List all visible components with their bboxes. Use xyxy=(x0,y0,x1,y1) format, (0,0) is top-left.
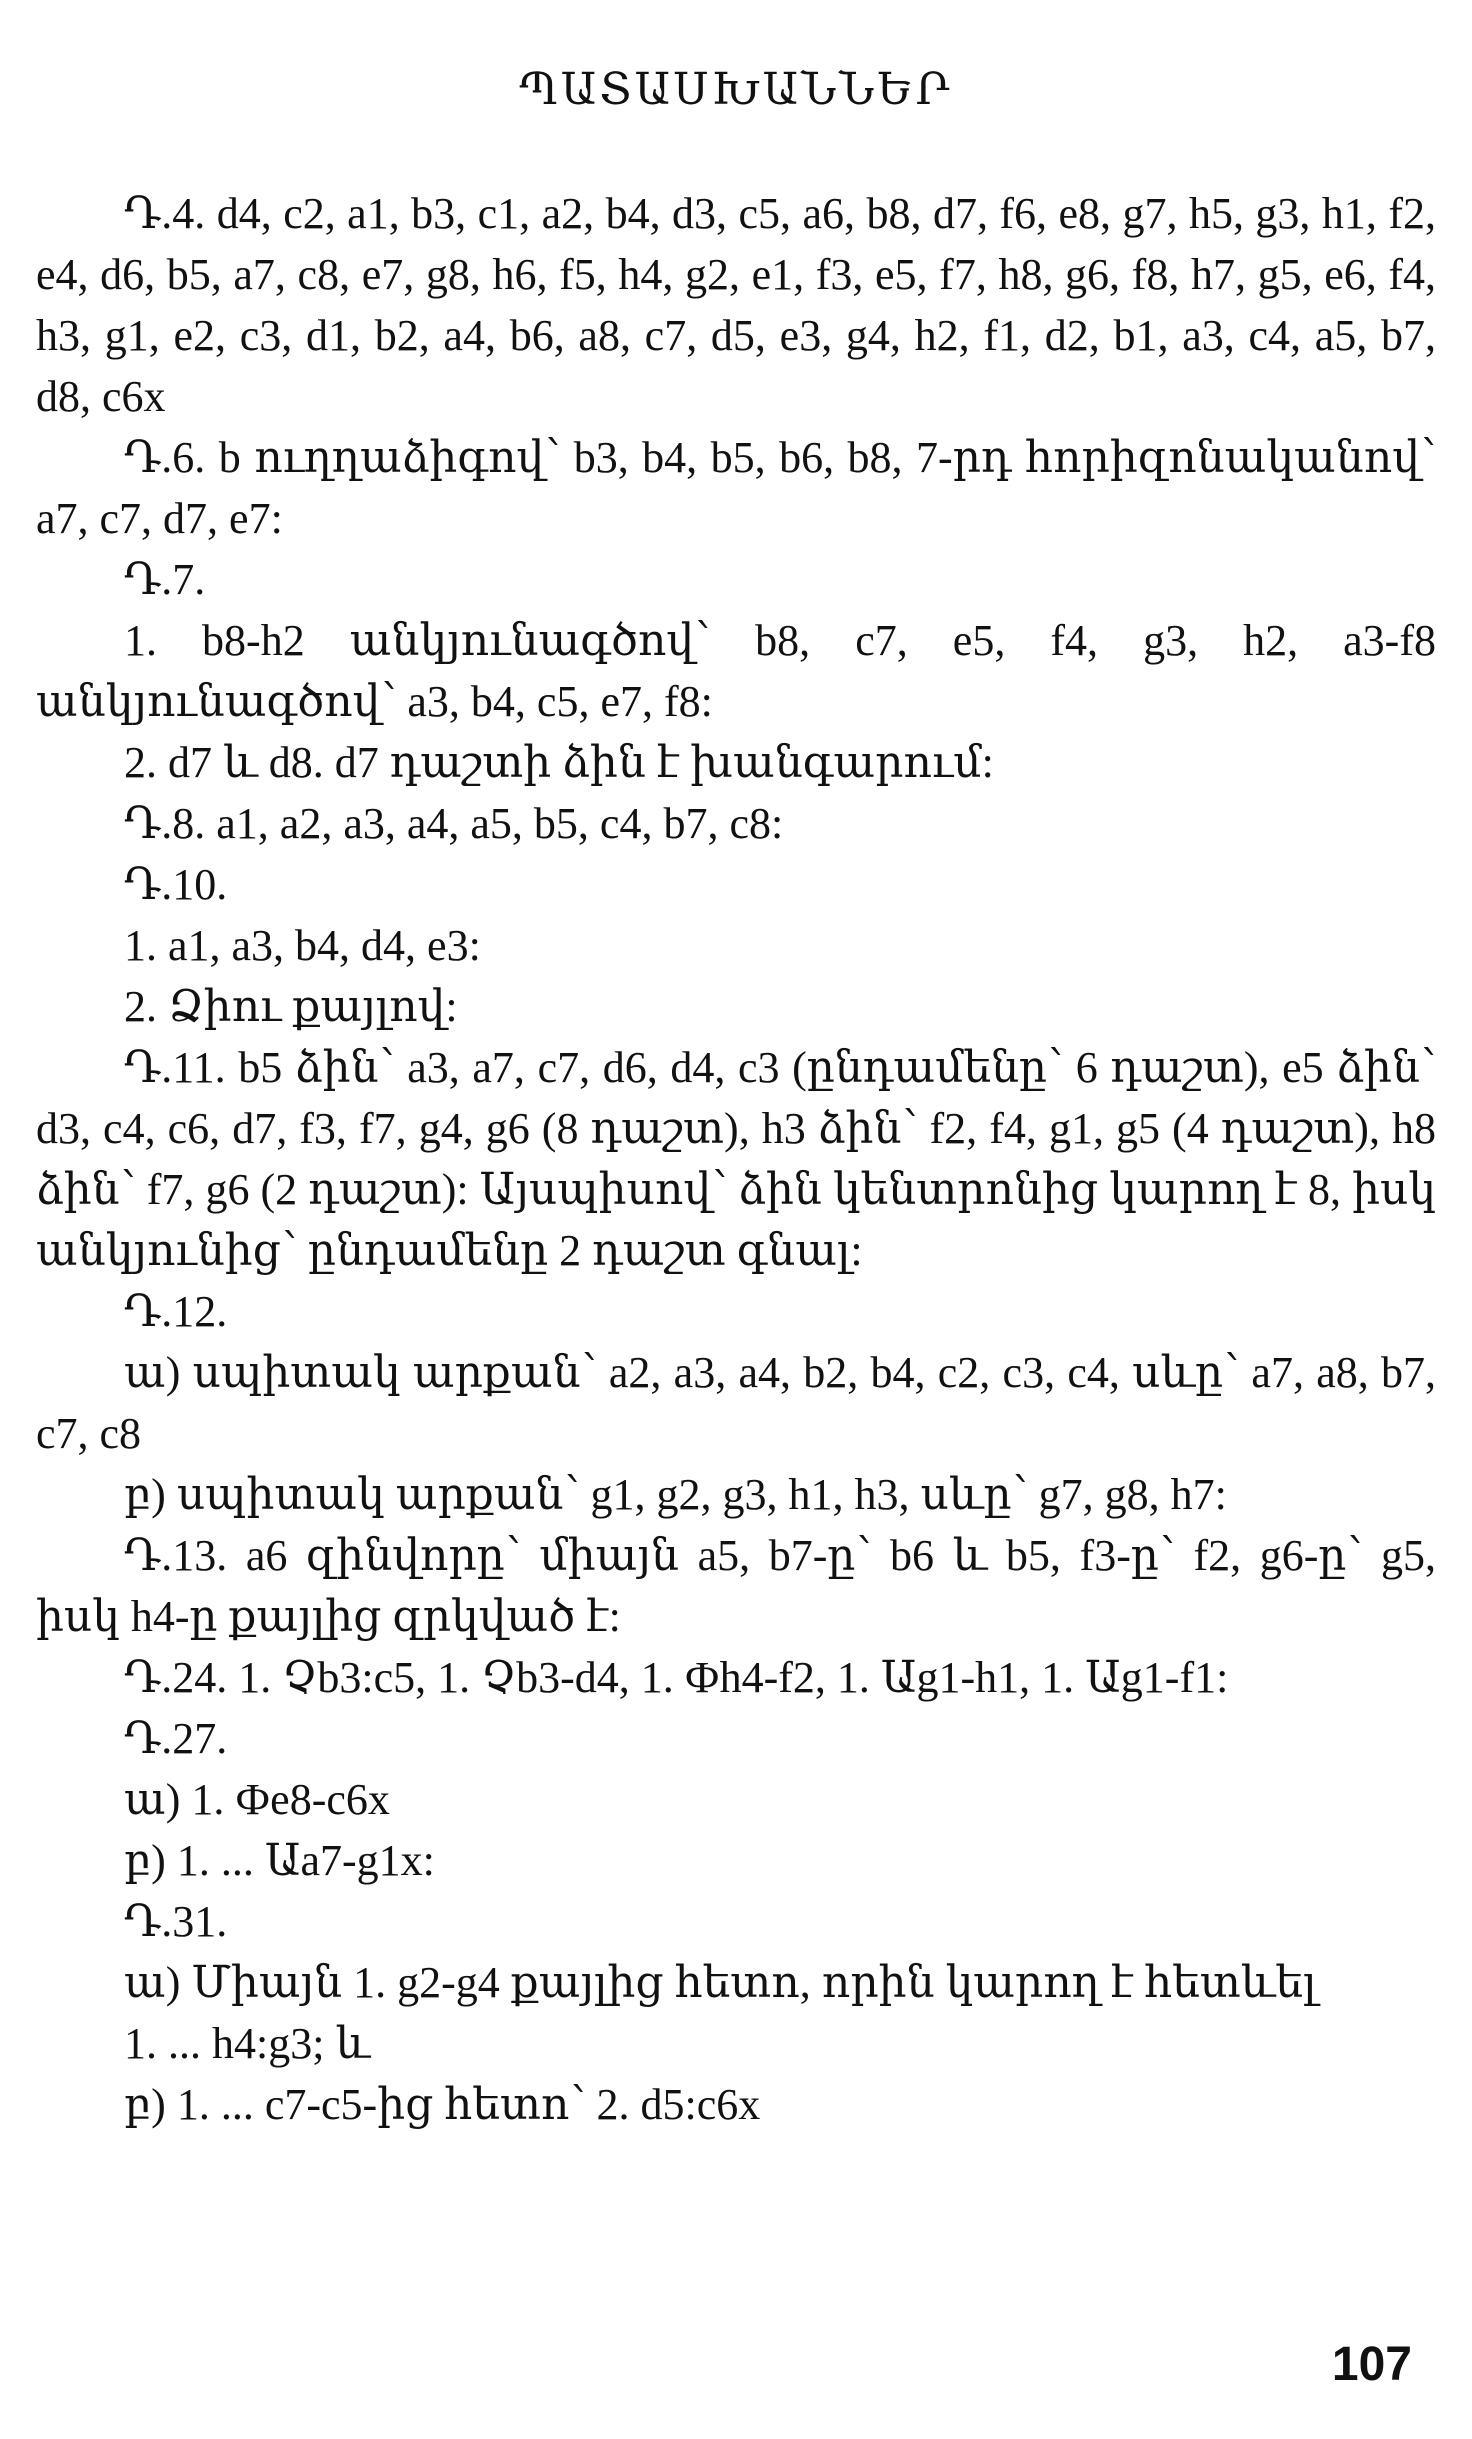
answers-section xyxy=(36,183,1436,2135)
answer-paragraph: Դ.24. 1. Չb3:c5, 1. Չb3-d4, 1. Фh4-f2, 1. Աg1-h1, 1. Աg1-f1: xyxy=(124,1653,1229,1702)
answer-paragraph: ա) Միայն 1. g2-g4 քայլից հետո, որին կարող է հետևել xyxy=(124,1958,1317,2007)
answer-paragraph: Դ.11. b5 ձին՝ a3, a7, c7, d6, d4, c3 (ընդամենը՝ 6 դաշտ), e5 ձին՝ d3, c4, c6, d7, f3, f7, g4, g6 (8 դաշտ), h3 ձին՝ f2, f4, g1, g5 (4 դաշտ), h8 ձին՝ f7, g6 (2 դաշտ): Այսպիսով՝ ձին կենտրոնից կարող է 8, իսկ անկյունից՝ ընդամենը 2 դաշտ գնալ: xyxy=(36,1043,1436,1275)
answer-paragraph: ա) 1. Фe8-c6x xyxy=(124,1775,390,1824)
answer-paragraph: Դ.8. a1, a2, a3, a4, a5, b5, c4, b7, c8: xyxy=(124,799,784,848)
answer-paragraph: բ) 1. ... Աa7-g1x: xyxy=(124,1836,435,1885)
answer-paragraph: Դ.12. xyxy=(124,1287,228,1336)
page-title: ՊԱՏԱՍԽԱՆՆԵՐ xyxy=(519,65,953,114)
answer-paragraph: Դ.31. xyxy=(124,1897,228,1946)
answer-paragraph: Դ.13. a6 զինվորը՝ միայն a5, b7-ը՝ b6 և b5, f3-ը՝ f2, g6-ը՝ g5, իսկ h4-ը քայլից զրկված է: xyxy=(36,1531,1436,1641)
book-page xyxy=(36,64,1436,2404)
answer-paragraph: Դ.6. b ուղղաձիգով՝ b3, b4, b5, b6, b8, 7-րդ հորիզոնականով՝ a7, c7, d7, e7: xyxy=(36,433,1436,543)
answer-paragraph: ա) սպիտակ արքան՝ a2, a3, a4, b2, b4, c2, c3, c4, սևը՝ a7, a8, b7, c7, c8 xyxy=(36,1348,1436,1458)
answer-paragraph: Դ.7. xyxy=(124,555,206,604)
answer-paragraph: 1. a1, a3, b4, d4, e3: xyxy=(124,921,481,970)
answer-paragraph: Դ.10. xyxy=(124,860,228,909)
answer-paragraph: 1. b8-h2 անկյունագծով՝ b8, c7, e5, f4, g3, h2, a3-f8 անկյունագծով՝ a3, b4, c5, e7, f8: xyxy=(36,616,1436,726)
answer-paragraph: 2. Ձիու քայլով: xyxy=(124,982,458,1031)
page-number: 107 xyxy=(1331,2338,1412,2391)
answer-paragraph: բ) 1. ... c7-c5-ից հետո՝ 2. d5:c6x xyxy=(124,2080,761,2129)
answer-paragraph: Դ.27. xyxy=(124,1714,228,1763)
answer-paragraph: 1. ... h4:g3; և xyxy=(124,2019,371,2068)
answer-paragraph: 2. d7 և d8. d7 դաշտի ձին է խանգարում: xyxy=(124,738,994,787)
answer-paragraph: բ) սպիտակ արքան՝ g1, g2, g3, h1, h3, սևը՝ g7, g8, h7: xyxy=(124,1470,1227,1519)
answer-paragraph: Դ.4. d4, c2, a1, b3, c1, a2, b4, d3, c5, a6, b8, d7, f6, e8, g7, h5, g3, h1, f2, e4, d6, b5, a7, c8, e7, g8, h6, f5, h4, g2, e1, f3, e5, f7, h8, g6, f8, h7, g5, e6, f4, h3, g1, e2, c3, d1, b2, a4, b6, a8, c7, d5, e3, g4, h2, f1, d2, b1, a3, c4, a5, b7, d8, c6x xyxy=(36,189,1436,421)
